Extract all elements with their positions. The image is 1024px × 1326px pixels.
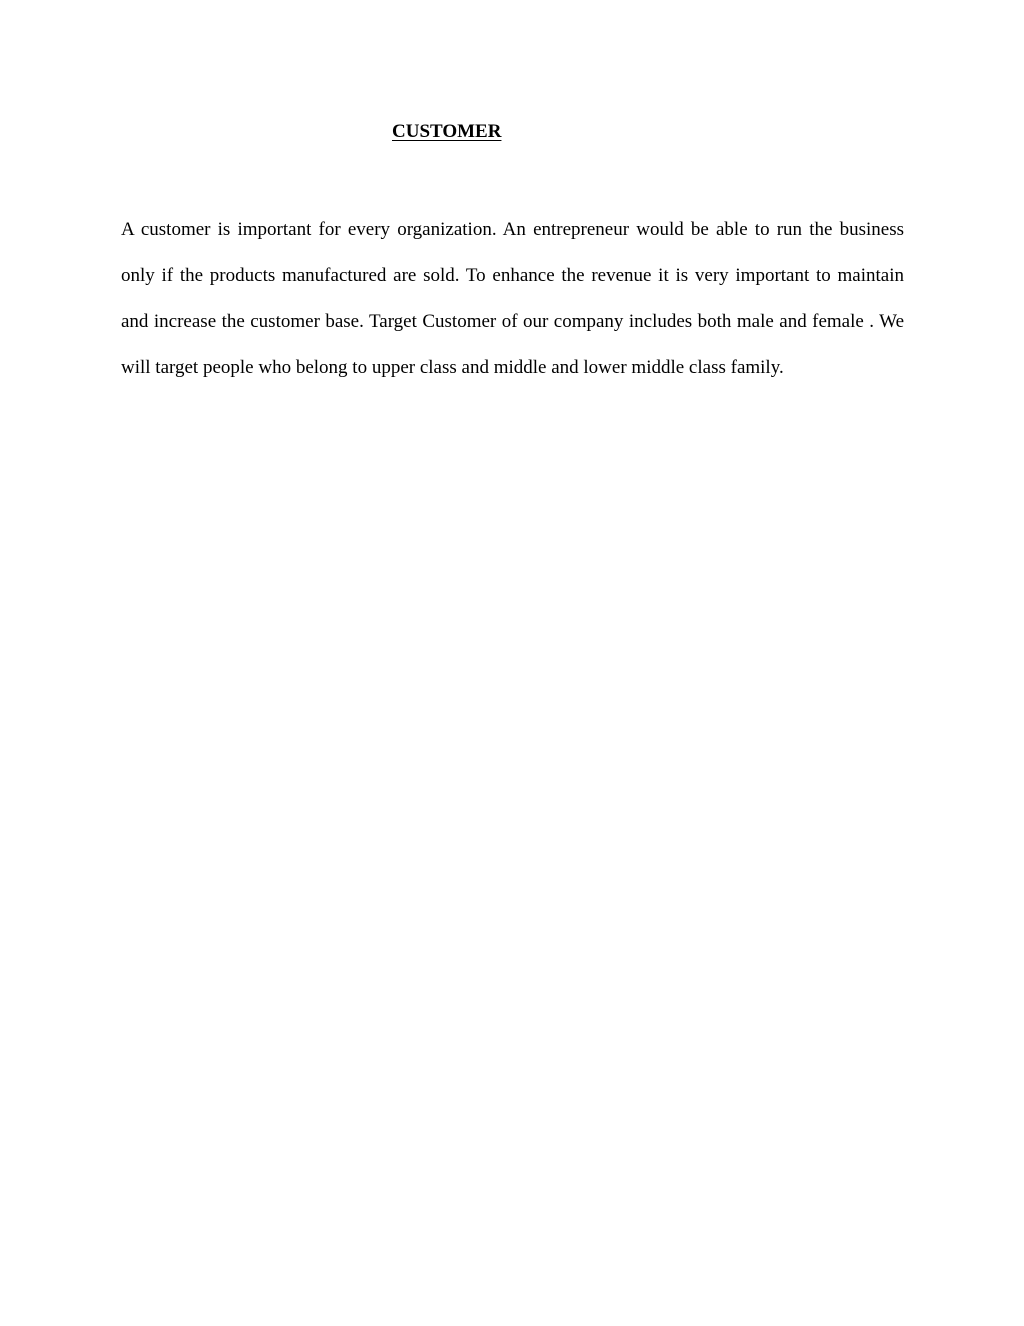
section-heading: CUSTOMER xyxy=(392,121,502,142)
body-paragraph: A customer is important for every organization. An entrepreneur would be able to run the business only if the products manufactured are sold. To enhance the revenue it is very important to maintain and increase the customer base. Target Customer of our company includes both male and female . We will target people who belong to upper class and middle and lower middle class family. xyxy=(121,219,904,378)
